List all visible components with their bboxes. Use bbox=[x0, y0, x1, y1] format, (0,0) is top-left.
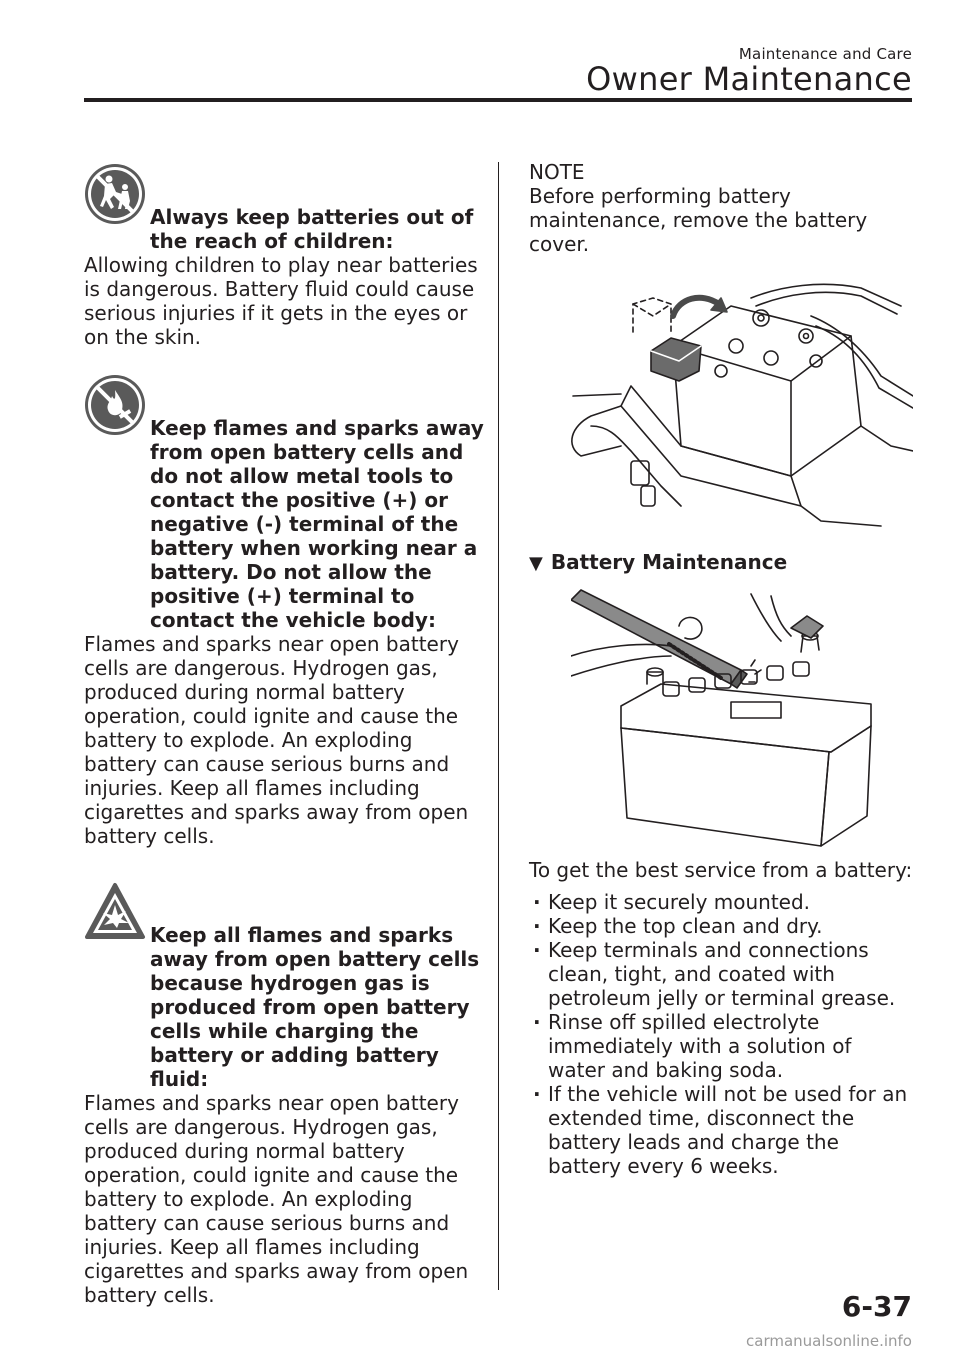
list-item: · Keep the top clean and dry. bbox=[529, 914, 914, 938]
section-title: Battery Maintenance bbox=[550, 550, 788, 574]
section-marker: ▼ bbox=[529, 553, 543, 574]
warning-heading: Always keep batteries out of the reach of children: bbox=[150, 205, 474, 253]
header-rule bbox=[84, 98, 912, 102]
intro-text: To get the best service from a battery: bbox=[529, 858, 913, 882]
warning-body: Allowing children to play near batteries is dangerous. Battery fluid could cause serious injuries if it gets in the eyes or on the skin. bbox=[84, 253, 478, 349]
note-label: NOTE bbox=[529, 160, 585, 184]
section-heading bbox=[529, 550, 914, 576]
warning-body: Flames and sparks near open battery cells are dangerous. Hydrogen gas, produced during normal battery operation, could ignite and cause the battery to explode. An exploding battery can cause serious burns and injuries. Keep all flames including cigarettes and sparks away from open battery cells. bbox=[84, 1091, 469, 1307]
note-text: Before performing battery maintenance, remove the battery cover. bbox=[529, 184, 868, 256]
list-item: · Keep it securely mounted. bbox=[529, 890, 914, 914]
right-column bbox=[529, 160, 914, 1178]
list-item: · Rinse off spilled electrolyte immediately with a solution of water and baking soda. bbox=[529, 1010, 914, 1082]
warning-heading: Keep all flames and sparks away from open battery cells because hydrogen gas is produced from open battery cells while charging the battery or adding battery fluid: bbox=[150, 923, 480, 1091]
battery-cover-illustration bbox=[561, 276, 913, 536]
maintenance-tips-list bbox=[529, 890, 914, 1178]
list-item: · If the vehicle will not be used for an extended time, disconnect the battery leads and charge the battery every 6 weeks. bbox=[529, 1082, 914, 1178]
warning-flames bbox=[84, 374, 484, 848]
list-item: · Keep terminals and connections clean, tight, and coated with petroleum jelly or terminal grease. bbox=[529, 938, 914, 1010]
warning-heading: Keep flames and sparks away from open battery cells and do not allow metal tools to contact the positive (+) or negative (-) terminal of the battery when working near a battery. Do not allow the positive (+) terminal to contact the vehicle body: bbox=[150, 416, 484, 632]
battery-cleaning-illustration bbox=[571, 586, 907, 848]
explosion-warning-icon bbox=[84, 881, 146, 943]
warning-body: Flames and sparks near open battery cells are dangerous. Hydrogen gas, produced during normal battery operation, could ignite and cause the battery to explode. An exploding battery can cause serious burns and injuries. Keep all flames including cigarettes and sparks away from open battery cells. bbox=[84, 632, 469, 848]
warning-explosion bbox=[84, 881, 484, 1307]
page-number: 6-37 bbox=[841, 1290, 912, 1323]
page-title: Owner Maintenance bbox=[586, 60, 912, 98]
warning-children bbox=[84, 163, 484, 349]
header-section-label: Maintenance and Care bbox=[738, 45, 912, 63]
watermark[interactable]: carmanualsonline.info bbox=[746, 1332, 912, 1350]
column-divider bbox=[498, 162, 499, 1290]
left-column bbox=[84, 163, 484, 1307]
